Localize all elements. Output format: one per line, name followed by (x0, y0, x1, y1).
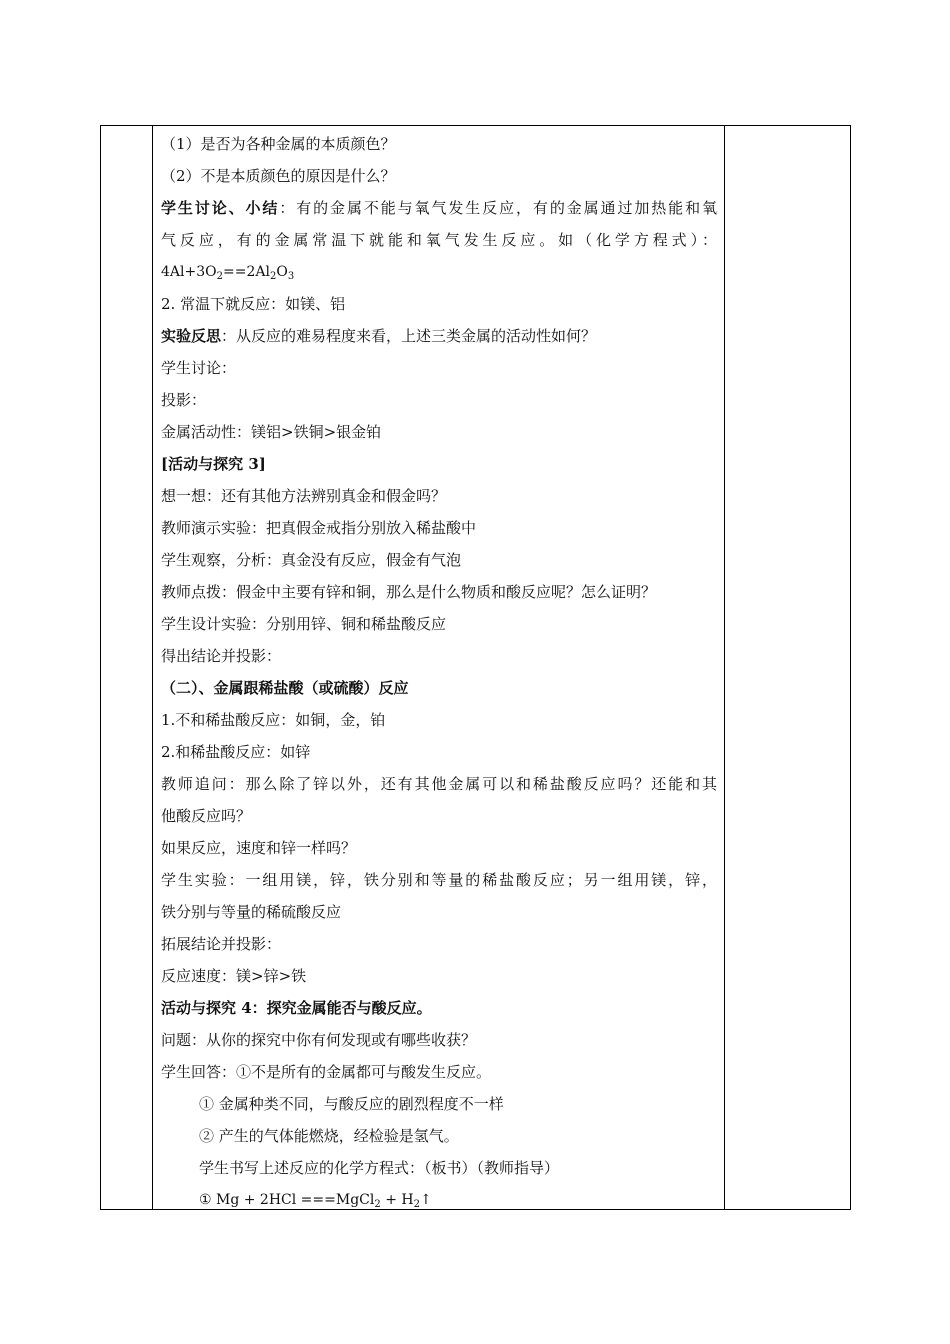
text-line: 想一想：还有其他方法辨别真金和假金吗？ (161, 487, 447, 505)
text-line: 他酸反应吗？ (161, 807, 252, 825)
list-item: ② 产生的气体能燃烧，经检验是氢气。 (199, 1127, 459, 1145)
bold-label: 学生讨论、小结 (161, 199, 280, 217)
text-line: 如果反应，速度和锌一样吗？ (161, 839, 357, 857)
equation-part: + H (380, 1192, 414, 1208)
text-line (161, 198, 717, 218)
text-line: （2）不是本质颜色的原因是什么？ (161, 167, 396, 185)
section-heading: [活动与探究 3] (161, 455, 266, 473)
text-line: 金属活动性：镁铝>铁铜>银金铂 (161, 423, 382, 441)
text-line: 学生观察，分析：真金没有反应，假金有气泡 (161, 551, 462, 569)
subscript: 2 (374, 1199, 381, 1210)
text-line: 2. 常温下就反应：如镁、铝 (161, 295, 346, 313)
equation-part: ==2Al (223, 264, 270, 280)
column-divider-left (152, 126, 153, 1209)
text-line: 1.不和稀盐酸反应：如铜，金，铂 (161, 711, 386, 729)
text-line: 教师演示实验：把真假金戒指分别放入稀盐酸中 (161, 519, 477, 537)
bold-label: 实验反思 (161, 327, 222, 345)
equation-part: ↑ (419, 1192, 432, 1208)
text-line: 学生回答：①不是所有的金属都可与酸发生反应。 (161, 1063, 492, 1081)
subscript: 3 (287, 271, 295, 282)
text-line: 问题：从你的探究中你有何发现或有哪些收获？ (161, 1031, 477, 1049)
text-line: 学生设计实验：分别用锌、铜和稀盐酸反应 (161, 615, 447, 633)
equation-part: ① Mg + 2HCl ===MgCl (199, 1192, 375, 1208)
section-heading: 活动与探究 4：探究金属能否与酸反应。 (161, 999, 432, 1017)
text-line: 拓展结论并投影： (161, 935, 282, 953)
text-line: 学生讨论： (161, 359, 237, 377)
text-line: 教师追问：那么除了锌以外，还有其他金属可以和稀盐酸反应吗？还能和其 (161, 775, 717, 793)
subscript: 2 (269, 271, 277, 282)
text-line (161, 326, 596, 346)
text-line: （1）是否为各种金属的本质颜色？ (161, 135, 396, 153)
text-line: 铁分别与等量的稀硫酸反应 (161, 903, 342, 921)
text-line: 反应速度：镁>锌>铁 (161, 967, 307, 985)
equation-line (161, 262, 294, 282)
list-item: ① 金属种类不同，与酸反应的剧烈程度不一样 (199, 1095, 504, 1113)
text-line: 得出结论并投影： (161, 647, 282, 665)
subscript: 2 (413, 1199, 420, 1210)
column-divider-right (724, 126, 725, 1209)
text-line: 气反应，有的金属常温下就能和氧气发生反应。如（化学方程式）： (161, 231, 717, 249)
text-line: 2.和稀盐酸反应：如锌 (161, 743, 311, 761)
equation-part: 4Al+3O (161, 264, 217, 280)
subscript: 2 (216, 271, 223, 282)
section-heading: （二）、金属跟稀盐酸（或硫酸）反应 (161, 679, 409, 697)
text-span: ：有的金属不能与氧气发生反应，有的金属通过加热能和氧 (279, 199, 717, 217)
text-line: 学生书写上述反应的化学方程式：（板书）（教师指导） (199, 1159, 560, 1177)
text-line: 投影： (161, 391, 207, 409)
text-line: 学生实验：一组用镁，锌，铁分别和等量的稀盐酸反应；另一组用镁，锌， (161, 871, 717, 889)
lesson-table (100, 125, 851, 1210)
text-line: 教师点拨：假金中主要有锌和铜，那么是什么物质和酸反应呢？怎么证明？ (161, 583, 657, 601)
equation-part: O (276, 264, 288, 280)
text-span: ：从反应的难易程度来看，上述三类金属的活动性如何？ (221, 327, 597, 345)
equation-line (199, 1190, 432, 1210)
